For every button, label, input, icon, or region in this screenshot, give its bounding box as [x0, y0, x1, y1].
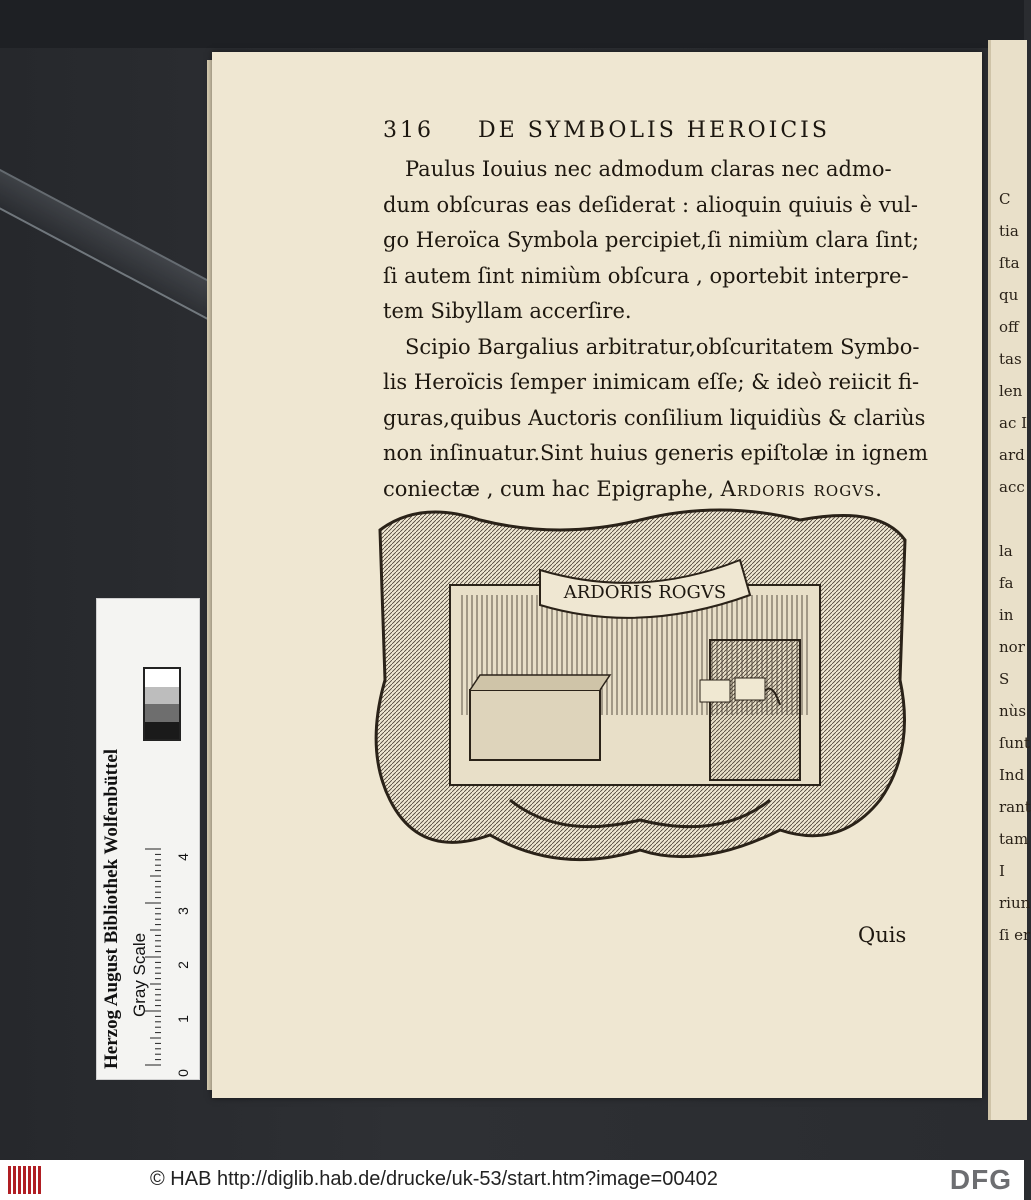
facing-page-fragment: ſunt — [999, 734, 1030, 752]
facing-page-fragment — [999, 510, 1031, 528]
emblem-motto: ARDORIS ROGVS — [563, 582, 727, 603]
facing-page-fragment: riun — [999, 894, 1031, 912]
running-head — [383, 118, 883, 148]
epigraph-motto: Ardoris rogvs. — [720, 476, 883, 501]
scale-number: 3 — [174, 907, 191, 915]
color-ruler — [96, 598, 200, 1080]
ruler-scale — [137, 827, 161, 1067]
facing-page-fragment: acc — [999, 478, 1025, 496]
facing-page-fragment: tam — [999, 830, 1029, 848]
gray-swatch — [145, 669, 179, 687]
source-link[interactable]: © HAB http://diglib.hab.de/drucke/uk-53/start.htm?image=00402 — [150, 1168, 718, 1190]
scale-number: 2 — [174, 961, 191, 969]
last-line-text: coniectæ , cum hac Epigraphe, — [383, 476, 714, 501]
facing-page-fragment: la — [999, 542, 1013, 560]
scale-number: 0 — [174, 1069, 191, 1077]
gray-scale-label: Gray Scale — [130, 932, 149, 1017]
facing-page-fragment: nor — [999, 638, 1025, 656]
text-line: Scipio Bargalius arbitratur,obſcuritatem Symbo- — [405, 334, 920, 359]
text-line: dum obſcuras eas deſiderat : alioquin quiuis è vul- — [383, 192, 918, 217]
text-line: lis Heroïcis ſemper inimicam eſſe; & ideò reiicit fi- — [383, 370, 920, 394]
scan-top-edge — [0, 0, 1024, 48]
facing-page-fragment: ſta — [999, 254, 1020, 272]
catchword: Quis — [858, 923, 907, 947]
facing-page-fragment: I — [999, 862, 1005, 880]
text-line: Paulus Iouius nec admodum claras nec admo- — [405, 157, 892, 181]
text-line: ſi autem ſint nimiùm obſcura , oportebit interpre- — [383, 263, 909, 288]
body-text — [383, 152, 929, 507]
facing-page-fragment: in — [999, 606, 1014, 624]
scale-number: 1 — [174, 1015, 191, 1023]
facing-page-fragment: C — [999, 190, 1011, 208]
facing-page-fragment: Ind — [999, 766, 1025, 784]
facing-page-fragment: off — [999, 318, 1019, 336]
gray-swatch — [145, 704, 179, 722]
emblem-engraving — [360, 500, 920, 880]
gray-swatches — [143, 667, 181, 741]
page-number: 316 — [383, 118, 434, 143]
text-line: non inſinuatur.Sint huius generis epiſtolæ in ignem — [383, 441, 929, 465]
facing-page-fragment: qu — [999, 286, 1019, 304]
hab-logo-icon — [8, 1166, 44, 1194]
facing-page-fragment: len — [999, 382, 1023, 400]
facing-page-fragment: ac I — [999, 414, 1028, 432]
gray-swatch — [145, 687, 179, 705]
text-line: tem Sibyllam accerſire. — [383, 299, 632, 323]
facing-page-fragment: ard — [999, 446, 1025, 464]
facing-page-fragment: tas — [999, 350, 1022, 368]
running-title: DE SYMBOLIS HEROICIS — [478, 118, 830, 143]
facing-page-text — [991, 190, 1031, 958]
facing-page-fragment: rant — [999, 798, 1031, 816]
text-line: guras,quibus Auctoris conſilium liquidiùs & clariùs — [383, 405, 926, 430]
facing-page-fragment: ſi er — [999, 926, 1031, 944]
facing-page-fragment: S — [999, 670, 1010, 688]
scale-number: 4 — [174, 853, 191, 861]
facing-page-fragment: fa — [999, 574, 1014, 592]
gray-swatch — [145, 722, 179, 740]
facing-page-fragment: tia — [999, 222, 1019, 240]
library-name: Herzog August Bibliothek Wolfenbüttel — [101, 748, 122, 1069]
facing-page-edge — [988, 40, 1031, 1120]
facing-page-fragment: nùs — [999, 702, 1027, 720]
dfg-logo: DFG — [949, 1164, 1012, 1195]
footer-bar — [0, 1160, 1024, 1200]
text-line: go Heroïca Symbola percipiet,ſi nimiùm clara ſint; — [383, 228, 920, 252]
